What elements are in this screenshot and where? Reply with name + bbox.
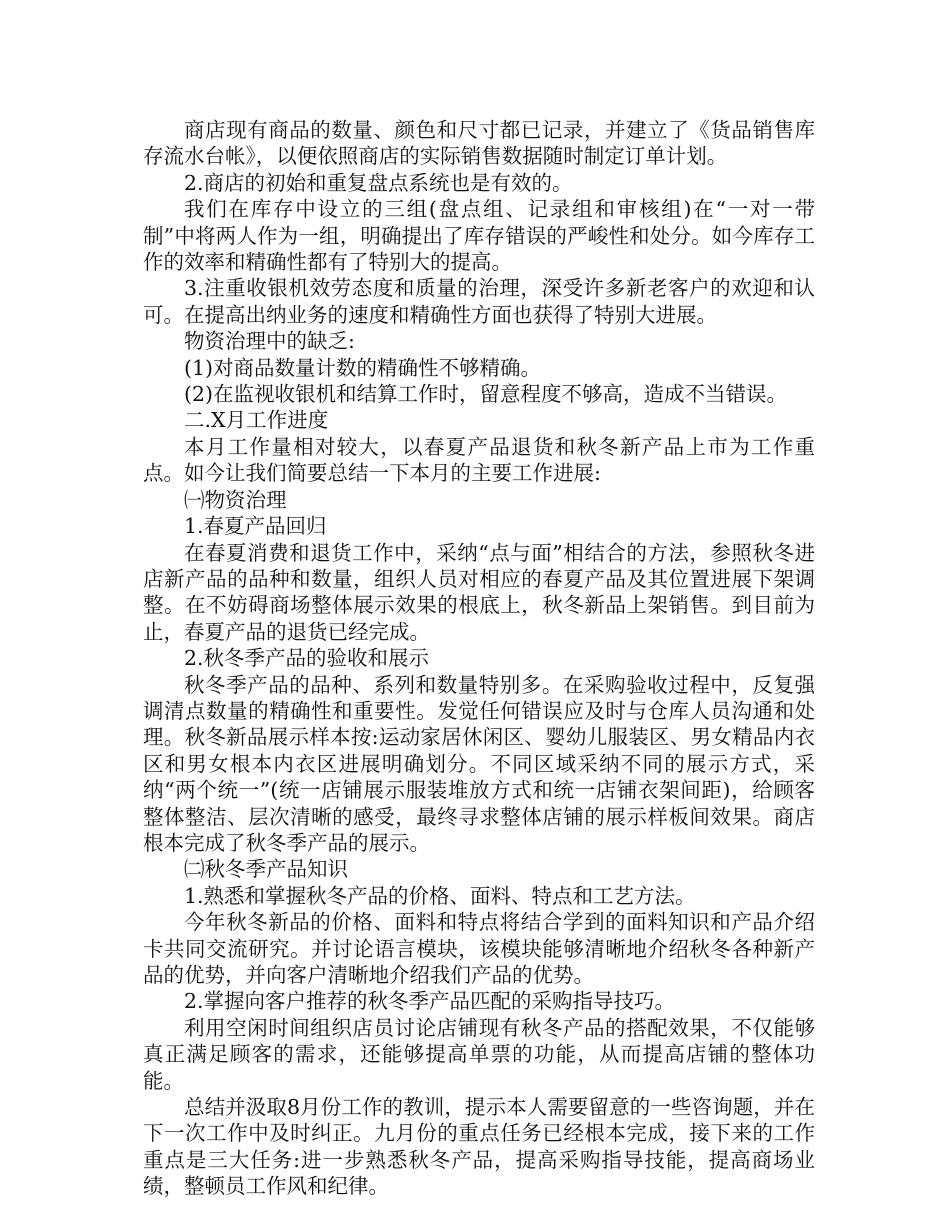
paragraph: 物资治理中的缺乏: bbox=[184, 329, 355, 354]
subsection-heading: ㈠物资治理 bbox=[184, 487, 287, 512]
paragraph: 商店现有商品的数量、颜色和尺寸都已记录，并建立了《货品销售库存流水台帐》，以便依照商店的实际销售数据随时制定订单计划。 bbox=[143, 118, 815, 169]
paragraph: 总结并汲取8月份工作的教训，提示本人需要留意的一些咨询题，并在下一次工作中及时纠正。九月份的重点任务已经根本完成，接下来的工作重点是三大任务:进一步熟悉秋冬产品，提高采购指导技能，提高商场业绩，整顿员工作风和纪律。 bbox=[143, 1095, 815, 1199]
section-heading: 二.X月工作进度 bbox=[184, 408, 329, 433]
item-heading: 1.春夏产品回归 bbox=[184, 514, 327, 539]
paragraph: 2.商店的初始和重复盘点系统也是有效的。 bbox=[184, 170, 573, 195]
paragraph: 3.注重收银机效劳态度和质量的治理，深受许多新老客户的欢迎和认可。在提高出纳业务的速度和精确性方面也获得了特别大进展。 bbox=[143, 276, 815, 327]
paragraph: (2)在监视收银机和结算工作时，留意程度不够高，造成不当错误。 bbox=[184, 382, 788, 407]
paragraph: (1)对商品数量计数的精确性不够精确。 bbox=[184, 355, 542, 380]
item-heading: 2.秋冬季产品的验收和展示 bbox=[184, 646, 430, 671]
paragraph: 秋冬季产品的品种、系列和数量特别多。在采购验收过程中，反复强调清点数量的精确性和重要性。发觉任何错误应及时与仓库人员沟通和处理。秋冬新品展示样本按:运动家居休闲区、婴幼儿服装区、男女精品内衣区和男女根本内衣区进展明确划分。不同区域采纳不同的展示方式，采纳“两个统一”(统一店铺展示服装堆放方式和统一店铺衣架间距)，给顾客整体整洁、层次清晰的感受，最终寻求整体店铺的展示样板间效果。商店根本完成了秋冬季产品的展示。 bbox=[143, 672, 815, 855]
paragraph: 利用空闲时间组织店员讨论店铺现有秋冬产品的搭配效果，不仅能够真正满足顾客的需求，还能够提高单票的功能，从而提高店铺的整体功能。 bbox=[143, 1015, 815, 1093]
subsection-heading: ㈡秋冬季产品知识 bbox=[184, 857, 348, 882]
paragraph: 今年秋冬新品的价格、面料和特点将结合学到的面料知识和产品介绍卡共同交流研究。并讨论语言模块，该模块能够清晰地介绍秋冬各种新产品的优势，并向客户清晰地介绍我们产品的优势。 bbox=[143, 910, 815, 987]
paragraph: 本月工作量相对较大，以春夏产品退货和秋冬新产品上市为工作重点。如今让我们简要总结一下本月的主要工作进展: bbox=[143, 434, 815, 486]
paragraph: 在春夏消费和退货工作中，采纳“点与面”相结合的方法，参照秋冬进店新产品的品种和数量，组织人员对相应的春夏产品及其位置进展下架调整。在不妨碍商场整体展示效果的根底上，秋冬新品上架销售。到目前为止，春夏产品的退货已经完成。 bbox=[143, 540, 815, 644]
paragraph: 我们在库存中设立的三组(盘点组、记录组和审核组)在“一对一带制”中将两人作为一组，明确提出了库存错误的严峻性和处分。如今库存工作的效率和精确性都有了特别大的提高。 bbox=[143, 197, 815, 275]
item-heading: 2.掌握向客户推荐的秋冬季产品匹配的采购指导技巧。 bbox=[184, 989, 676, 1014]
item-heading: 1.熟悉和掌握秋冬产品的价格、面料、特点和工艺方法。 bbox=[184, 883, 696, 908]
document-body bbox=[143, 117, 815, 1200]
